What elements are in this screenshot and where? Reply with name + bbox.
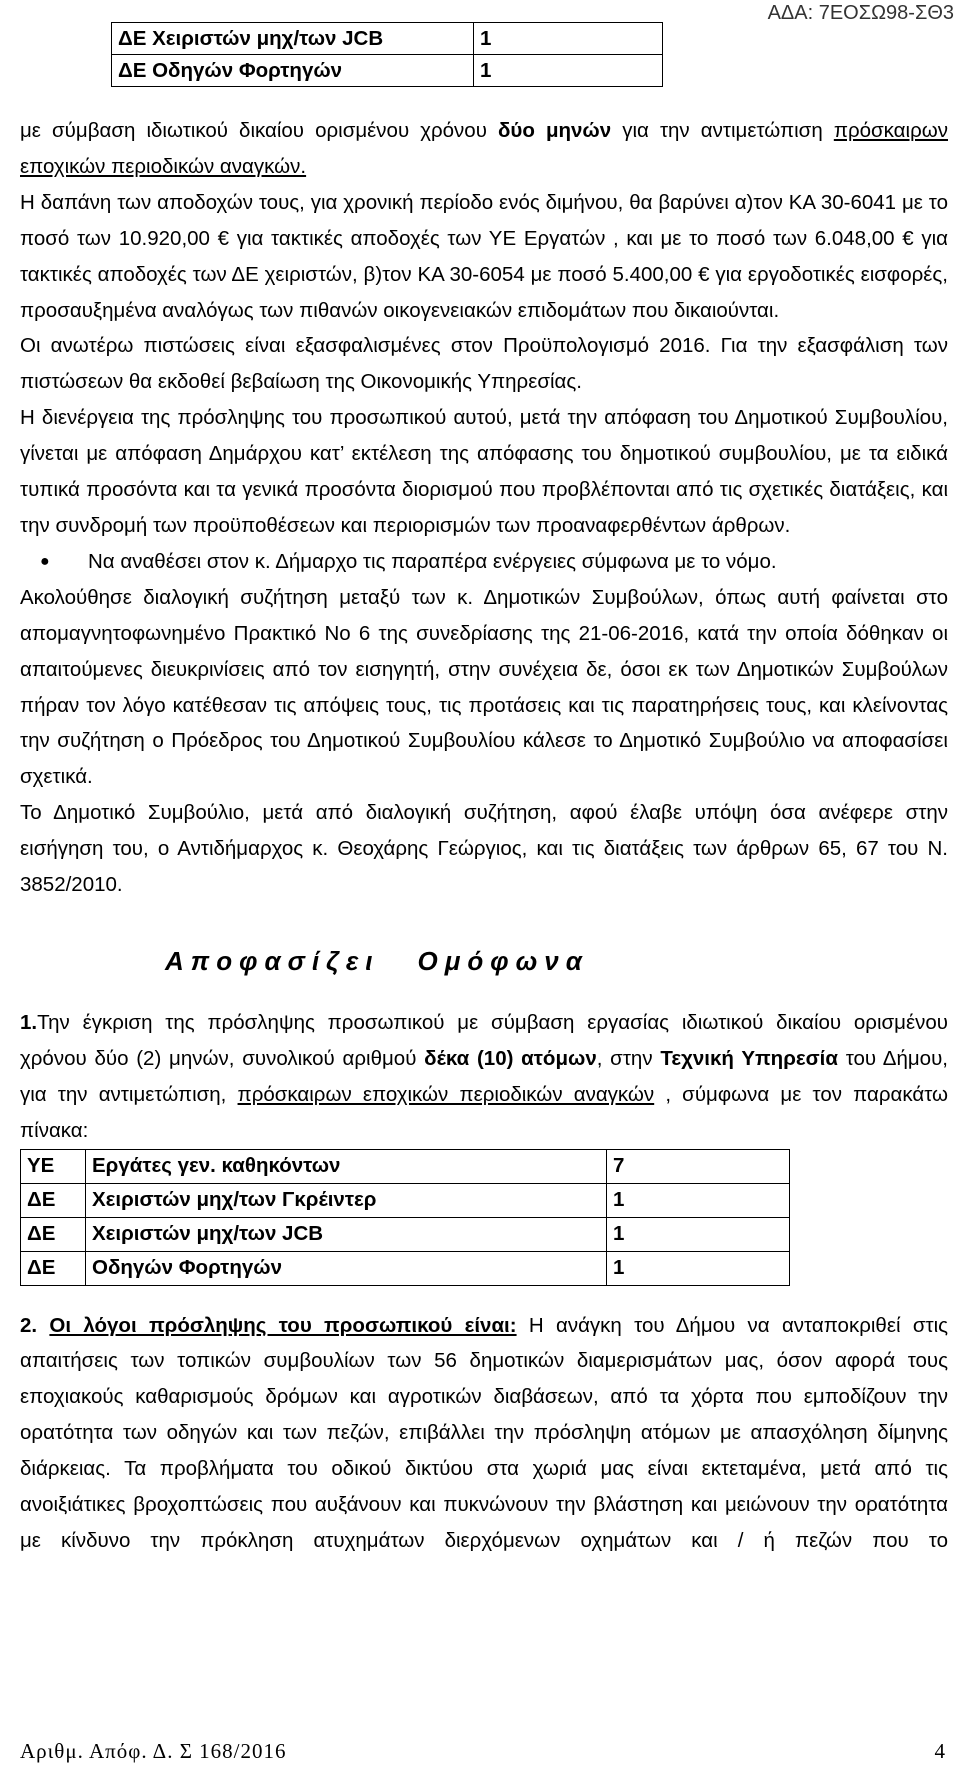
staff-name: ΔΕ Χειριστών μηχ/των JCB (112, 23, 474, 55)
bullet-dot-icon: ● (40, 552, 50, 570)
bullet-item (20, 544, 948, 580)
staff-name: Οδηγών Φορτηγών (86, 1251, 607, 1285)
paragraph-credits: Οι ανωτέρω πιστώσεις είναι εξασφαλισμένες στον Προϋπολογισμό 2016. Για την εξασφάλιση των πιστώσεων θα εκδοθεί βεβαίωση της Οικονομικής Υπηρεσίας. (20, 334, 948, 394)
table-row (112, 55, 663, 87)
decision-number: Αριθμ. Απόφ. Δ. Σ 168/2016 (20, 1739, 287, 1763)
item-1: 1.Την έγκριση της πρόσληψης προσωπικού με σύμβαση εργασίας ιδιωτικού δικαίου ορισμένου χρόνου δύο (2) μηνών, συνολικού αριθμού δέκα (10) ατόμων, στην Τεχνική Υπηρεσία του Δήμου, για την αντιμετώπιση, πρόσκαιρων εποχικών περιοδικών αναγκών , σύμφωνα με τον παρακάτω πίνακα: (20, 1010, 949, 1142)
bullet-text: Να αναθέσει στον κ. Δήμαρχο τις παραπέρα ενέργειες σύμφωνα με το νόμο. (88, 549, 777, 573)
page-footer (20, 1739, 946, 1764)
decision-heading: Αποφασίζει Ομόφωνα (165, 945, 589, 976)
table-row (112, 23, 663, 55)
page-number: 4 (934, 1739, 946, 1763)
staff-name: ΔΕ Οδηγών Φορτηγών (112, 55, 474, 87)
staff-name: Εργάτες γεν. καθηκόντων (86, 1149, 607, 1183)
staff-name: Χειριστών μηχ/των JCB (86, 1217, 607, 1251)
duration-text: δύο μηνών (498, 119, 612, 142)
paragraph-procedure: Η διενέργεια της πρόσληψης του προσωπικού αυτού, μετά την απόφαση του Δημοτικού Συμβουλίου, γίνεται με απόφαση Δημάρχου κατ’ εκτέλεση της απόφασης του δημοτικού συμβουλίου, με τα ειδικά τυπικά προσόντα και τα γενικά προσόντα διορισμού που προβλέπονται από τις σχετικές διατάξεις, και την συνδρομή των προϋποθέσεων και περιορισμών των προαναφερθέντων άρθρων. (20, 406, 948, 537)
staff-count: 1 (607, 1183, 790, 1217)
paragraph-contract: με σύμβαση ιδιωτικού δικαίου ορισμένου χρόνου δύο μηνών για την αντιμετώπιση πρόσκαιρων εποχικών περιοδικών αναγκών. (20, 119, 948, 178)
table-row (21, 1217, 790, 1251)
top-staff-table (111, 22, 663, 87)
staff-category: ΥΕ (21, 1149, 86, 1183)
staff-category: ΔΕ (21, 1183, 86, 1217)
needs-text: πρόσκαιρων εποχικών περιοδικών αναγκών. (20, 119, 948, 178)
paragraph-council: Το Δημοτικό Συμβούλιο, μετά από διαλογική συζήτηση, αφού έλαβε υπόψη όσα ανέφερε στην εισήγηση του, ο Αντιδήμαρχος κ. Θεοχάρης Γεώργιος, και τις διατάξεις των άρθρων 65, 67 του Ν. 3852/2010. (20, 801, 948, 897)
paragraph-expense: Η δαπάνη των αποδοχών τους, για χρονική περίοδο ενός διμήνου, θα βαρύνει α)τον ΚΑ 30-6041 με το ποσό των 10.920,00 € για τακτικές αποδοχές των ΥΕ Εργατών , και με το ποσό των 6.048,00 € για τακτικές αποδοχές των ΔΕ χειριστών, β)τον ΚΑ 30-6054 με ποσό 5.400,00 € για εργοδοτικές εισφορές, προσαυξημένα αναλόγως των πιθανών οικογενειακών επιδομάτων που δικαιούνται. (20, 190, 948, 322)
staff-table (20, 1149, 790, 1286)
reasons-title: Οι λόγοι πρόσληψης του προσωπικού είναι: (49, 1313, 517, 1337)
staff-category: ΔΕ (21, 1217, 86, 1251)
staff-name: Χειριστών μηχ/των Γκρέιντερ (86, 1183, 607, 1217)
staff-count: 1 (607, 1217, 790, 1251)
staff-count: 1 (607, 1251, 790, 1285)
ada-stamp: ΑΔΑ: 7ΕΟΣΩ98-ΣΘ3 (767, 2, 954, 24)
document-body (20, 113, 948, 1559)
staff-count: 7 (607, 1149, 790, 1183)
item-2: 2. Οι λόγοι πρόσληψης του προσωπικού είναι: Η ανάγκη του Δήμου να ανταποκριθεί στις απαιτήσεις των τοπικών συμβουλίων των 56 δημοτικών διαμερισμάτων μας, όσον αφορά τους εποχιακούς καθαρισμούς δρόμων και αγροτικών διαβάσεων, από τα χόρτα που εμποδίζουν την ορατότητα των οδηγών και των πεζών, επιβάλλει την πρόσληψη ατόμων με απασχόληση δίμηνης διάρκειας. Τα προβλήματα του οδικού δικτύου στα χωριά μας είναι εκτεταμένα, μετά από τις ανοιξιάτικες βροχοπτώσεις που αυξάνουν και πυκνώνουν την βλάστηση και μειώνουν την ορατότητα με κίνδυνο την πρόκληση ατυχημάτων διερχόμενων οχημάτων και / ή πεζών που το (20, 1313, 949, 1552)
table-row (21, 1149, 790, 1183)
staff-count: 1 (474, 23, 663, 55)
staff-count: 1 (474, 55, 663, 87)
staff-category: ΔΕ (21, 1251, 86, 1285)
table-row (21, 1251, 790, 1285)
paragraph-discussion: Ακολούθησε διαλογική συζήτηση μεταξύ των κ. Δημοτικών Συμβούλων, όπως αυτή φαίνεται στο απομαγνητοφωνημένο Πρακτικό Νο 6 της συνεδρίασης της 21-06-2016, κατά την οποία δόθηκαν οι απαιτούμενες διευκρινίσεις από τον εισηγητή, στην συνέχεια δε, όσοι εκ των Δημοτικών Συμβούλων πήραν τον λόγο κατέθεσαν τις απόψεις τους, τις προτάσεις και τις παρατηρήσεις τους, και κλείνοντας την συζήτηση ο Πρόεδρος του Δημοτικού Συμβουλίου κάλεσε το Δημοτικό Συμβούλιο να αποφασίσει σχετικά. (20, 585, 948, 789)
table-row (21, 1183, 790, 1217)
